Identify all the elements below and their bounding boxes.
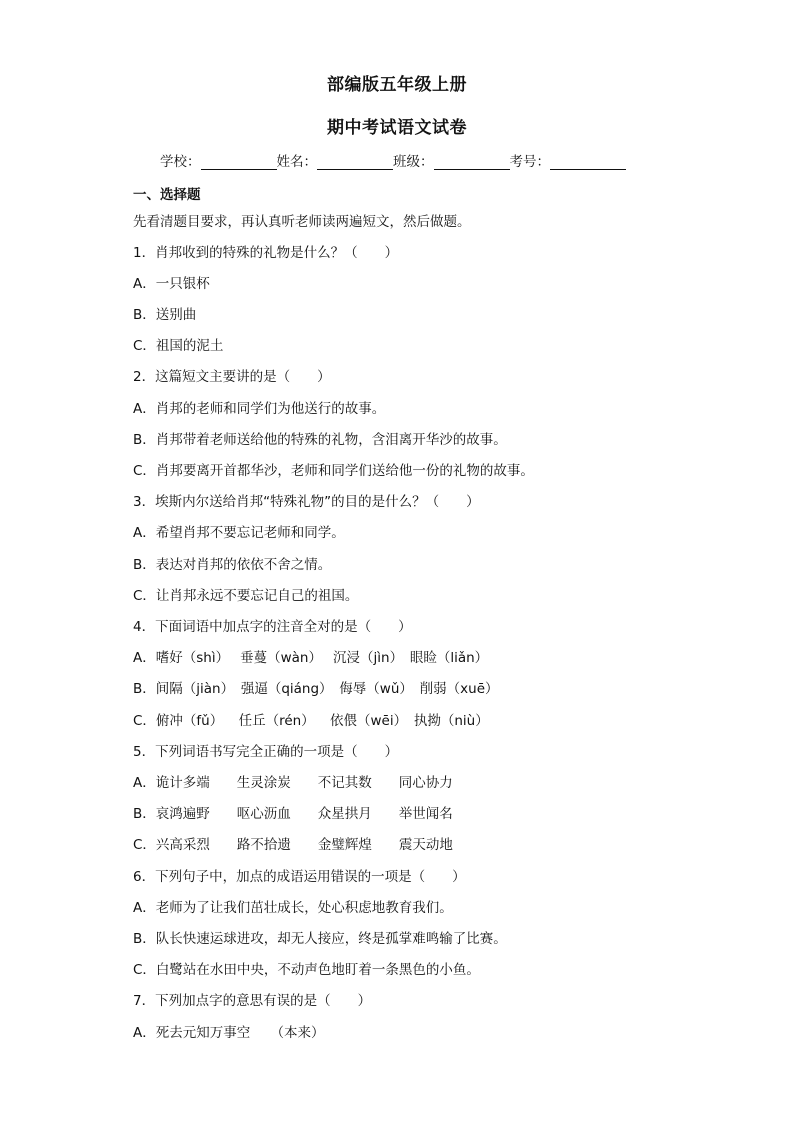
q3-option-c: C．让肖邦永远不要忘记自己的祖国。 bbox=[133, 588, 359, 604]
q3-option-b: B．表达对肖邦的依依不舍之情。 bbox=[133, 557, 332, 573]
id-label: 考号： bbox=[509, 154, 550, 170]
instruction-text: 先看清题目要求，再认真听老师读两遍短文，然后做题。 bbox=[133, 214, 471, 230]
q6-option-c: C．白鹭站在水田中央，不动声色地盯着一条黑色的小鱼。 bbox=[133, 962, 480, 978]
q2-option-c: C．肖邦要离开首都华沙，老师和同学们送给他一份的礼物的故事。 bbox=[133, 463, 534, 479]
class-blank[interactable] bbox=[434, 155, 510, 170]
q6-option-b: B．队长快速运球进攻，却无人接应，终是孤掌难鸣输了比赛。 bbox=[133, 931, 507, 947]
question-2: 2．这篇短文主要讲的是（ ） bbox=[133, 369, 331, 385]
question-1: 1．肖邦收到的特殊的礼物是什么？（ ） bbox=[133, 245, 399, 261]
question-4: 4．下面词语中加点字的注音全对的是（ ） bbox=[133, 619, 412, 635]
q5-option-c: C．兴高采烈 路不拾遗 金璧辉煌 震天动地 bbox=[133, 837, 453, 853]
q2-option-a: A．肖邦的老师和同学们为他送行的故事。 bbox=[133, 401, 386, 417]
section-heading: 一、选择题 bbox=[133, 187, 201, 203]
name-label: 姓名： bbox=[276, 154, 317, 170]
q2-option-b: B．肖邦带着老师送给他的特殊的礼物，含泪离开华沙的故事。 bbox=[133, 432, 507, 448]
q1-option-b: B．送别曲 bbox=[133, 307, 197, 323]
question-6: 6．下列句子中，加点的成语运用错误的一项是（ ） bbox=[133, 869, 466, 885]
name-blank[interactable] bbox=[317, 155, 393, 170]
q4-option-a: A．嗜好（shì） 垂蔓（wàn） 沉浸（jìn） 眼睑（liǎn） bbox=[133, 650, 489, 666]
student-info-row bbox=[160, 150, 626, 170]
q3-option-a: A．希望肖邦不要忘记老师和同学。 bbox=[133, 525, 345, 541]
page-title: 部编版五年级上册 bbox=[327, 75, 467, 95]
q1-option-c: C．祖国的泥土 bbox=[133, 338, 224, 354]
q5-option-b: B．哀鸿遍野 呕心沥血 众星拱月 举世闻名 bbox=[133, 806, 453, 822]
id-blank[interactable] bbox=[550, 155, 626, 170]
q4-option-c: C．俯冲（fǔ） 任丘（rén） 依偎（wēi） 执拗（niù） bbox=[133, 713, 489, 729]
q5-option-a: A．诡计多端 生灵涂炭 不记其数 同心协力 bbox=[133, 775, 453, 791]
school-blank[interactable] bbox=[201, 155, 277, 170]
page-subtitle: 期中考试语文试卷 bbox=[327, 118, 467, 138]
school-label: 学校： bbox=[160, 154, 201, 170]
question-7: 7．下列加点字的意思有误的是（ ） bbox=[133, 993, 372, 1009]
class-label: 班级： bbox=[393, 154, 434, 170]
question-5: 5．下列词语书写完全正确的一项是（ ） bbox=[133, 744, 399, 760]
q4-option-b: B．间隔（jiàn） 强逼（qiáng） 侮辱（wǔ） 削弱（xuē） bbox=[133, 681, 499, 697]
q1-option-a: A．一只银杯 bbox=[133, 276, 210, 292]
q6-option-a: A．老师为了让我们茁壮成长，处心积虑地教育我们。 bbox=[133, 900, 453, 916]
q7-option-a: A．死去元知万事空 （本来） bbox=[133, 1025, 325, 1041]
question-3: 3．埃斯内尔送给肖邦“特殊礼物”的目的是什么？（ ） bbox=[133, 494, 480, 510]
